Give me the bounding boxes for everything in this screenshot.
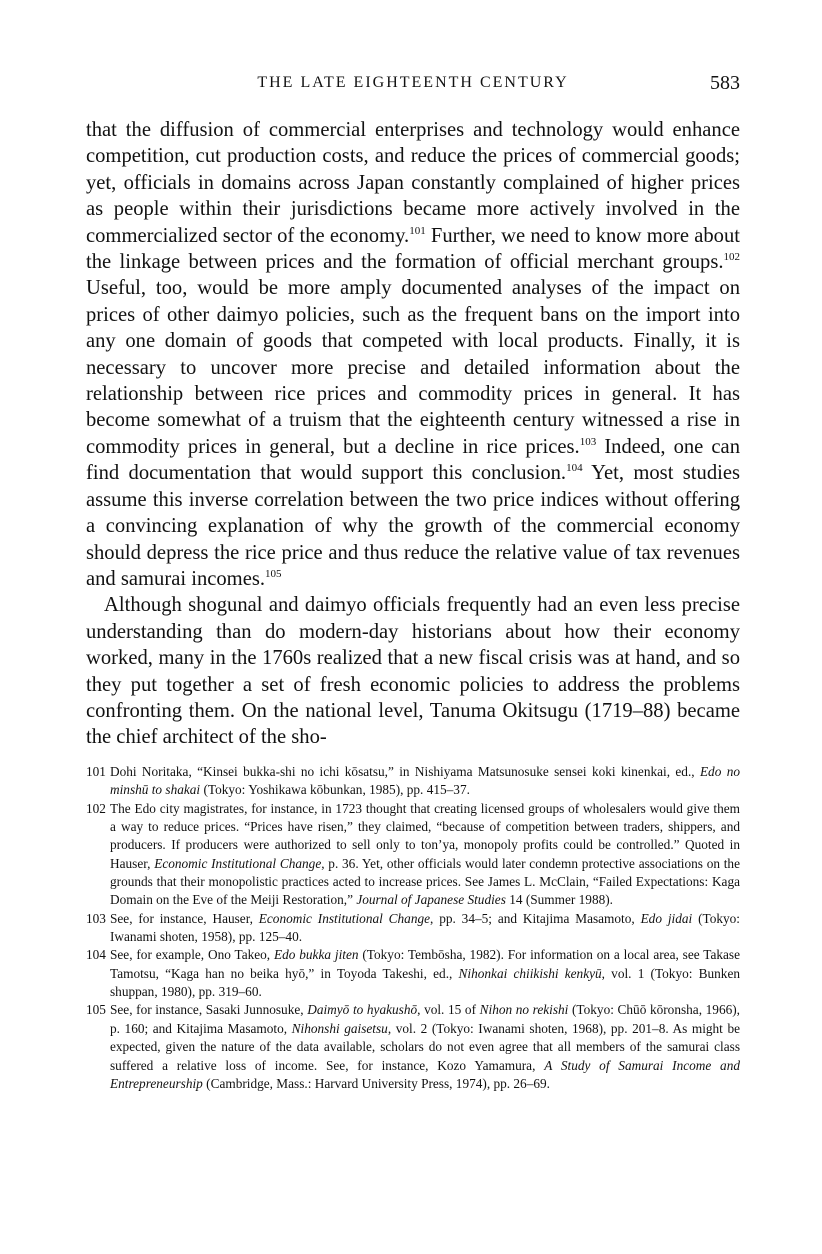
footnote-number: 103	[86, 910, 106, 926]
footnote-text: (Tokyo: Yoshikawa kōbunkan, 1985), pp. 415–37.	[200, 782, 470, 798]
footnote-title: Daimyō to hyakushō	[307, 1002, 418, 1018]
footnote-103	[86, 910, 740, 947]
paragraph-1-text-a: that the diffusion of commercial enterprises and technology would enhance competition, cut production costs, and reduce the prices of commercial goods; yet, officials in domains across Japan constantly complained of higher prices as people within their jurisdictions became more actively involved in the commercialized sector of the economy.	[86, 119, 740, 247]
page-header	[86, 72, 740, 100]
footnote-title: Edo no minshū to shakai	[110, 764, 740, 798]
footnote-text: See, for instance, Hauser,	[110, 910, 259, 926]
footnote-title: Edo bukka jiten	[273, 947, 359, 963]
footnote-text: , vol. 2 (Tokyo: Iwanami shoten, 1968), pp. 201–8. As might be expected, given the nature of the data available, scholars do not even agree that all members of the samurai class suffered a relative loss of income. See, for instance, Kozo Yamamura,	[110, 1020, 740, 1073]
footnote-title: Economic Institutional Change	[154, 855, 322, 871]
footnote-title: Nihon no rekishi	[479, 1002, 569, 1018]
paragraph-1-text-d: Indeed, one can find documentation that would support this conclusion.	[86, 435, 740, 485]
footnote-text: Dohi Noritaka, “Kinsei bukka-shi no ichi kōsatsu,” in Nishiyama Matsunosuke sensei koki kinenkai, ed.,	[110, 764, 700, 779]
footnote-title: Edo jidai	[640, 910, 693, 926]
footnote-text: See, for instance, Sasaki Junnosuke,	[110, 1002, 308, 1018]
footnote-title: A Study of Samurai Income and Entrepreneurship	[110, 1057, 740, 1091]
footnote-text: , pp. 34–5; and Kitajima Masamoto,	[430, 910, 641, 926]
footnote-text: The Edo city magistrates, for instance, in 1723 thought that creating licensed groups of wholesalers would give them a way to reduce prices. “Prices have risen,” they claimed, “because of competition between traders, shippers, and producers. If producers were authorized to sell only to ton’ya, monopoly profits could be controlled.” Quoted in Hauser,	[110, 800, 740, 871]
footnote-number: 102	[86, 800, 106, 816]
footnote-title: Nihonkai chiikishi kenkyū	[458, 965, 602, 981]
footnote-number: 105	[86, 1002, 106, 1018]
footnote-number: 104	[86, 947, 106, 963]
footnote-text: See, for example, Ono Takeo,	[110, 947, 274, 963]
paragraph-1-text-b: Further, we need to know more about the linkage between prices and the formation of official merchant groups.	[86, 224, 740, 274]
footnote-ref-104: 104	[566, 462, 583, 475]
paragraph-1	[86, 117, 740, 592]
footnote-ref-105: 105	[265, 568, 282, 581]
paragraph-2: Although shogunal and daimyo officials frequently had an even less precise understanding than do modern-day historians about how their economy worked, many in the 1760s realized that a new fiscal crisis was at hand, and so they put together a set of fresh economic policies to address the problems confronting them. On the national level, Tanuma Okitsugu (1719–88) became the chief architect of the sho-	[86, 594, 740, 749]
main-text	[86, 117, 740, 751]
footnote-text: (Tokyo: Tembōsha, 1982). For information on a local area, see Takase Tamotsu, “Kaga han no beika hyō,” in Toyoda Takeshi, ed.,	[110, 947, 740, 981]
footnote-101	[86, 763, 740, 800]
footnote-104	[86, 946, 740, 1001]
footnote-text: (Tokyo: Chūō kōronsha, 1966), p. 160; and Kitajima Masamoto,	[110, 1002, 740, 1036]
footnote-text: (Tokyo: Iwanami shoten, 1958), pp. 125–40.	[110, 910, 740, 945]
footnote-text: , p. 36. Yet, other officials would later condemn protective associations on the grounds that their monopolistic practices acted to increase prices. See James L. McClain, “Failed Expectations: Kaga Domain on the Eve of the Meiji Restoration,”	[110, 855, 740, 908]
footnote-text: , vol. 1 (Tokyo: Bunken shuppan, 1980), pp. 319–60.	[110, 965, 741, 1000]
footnote-title: Nihonshi gaisetsu	[291, 1020, 388, 1036]
page-number: 583	[710, 72, 740, 94]
footnote-ref-101: 101	[409, 224, 426, 237]
footnote-102	[86, 800, 740, 910]
footnote-105	[86, 1001, 740, 1093]
paragraph-1-text-e: Yet, most studies assume this inverse correlation between the two price indices without offering a convincing explanation of why the growth of the commercial economy should depress the rice price and thus reduce the relative value of tax revenues and samurai incomes.	[86, 462, 740, 590]
footnote-title: Economic Institutional Change	[258, 910, 431, 926]
footnote-text: (Cambridge, Mass.: Harvard University Press, 1974), pp. 26–69.	[202, 1075, 550, 1091]
footnote-text: , vol. 15 of	[417, 1002, 480, 1018]
footnote-number: 101	[86, 764, 106, 779]
footnote-title: Journal of Japanese Studies	[356, 892, 506, 908]
footnote-text: 14 (Summer 1988).	[505, 892, 613, 908]
footnote-ref-103: 103	[579, 436, 597, 449]
footnote-ref-102: 102	[723, 251, 740, 264]
paragraph-1-text-c: Useful, too, would be more amply documented analyses of the impact on prices of other daimyo policies, such as the frequent bans on the import into any one domain of goods that competed with local products. Finally, it is necessary to uncover more precise and detailed information about the relationship between rice prices and commodity prices in general. It has become somewhat of a truism that the eighteenth century witnessed a rise in commodity prices in general, but a decline in rice prices.	[86, 277, 740, 458]
running-head: THE LATE EIGHTEENTH CENTURY	[257, 74, 569, 91]
footnotes	[86, 763, 740, 1093]
